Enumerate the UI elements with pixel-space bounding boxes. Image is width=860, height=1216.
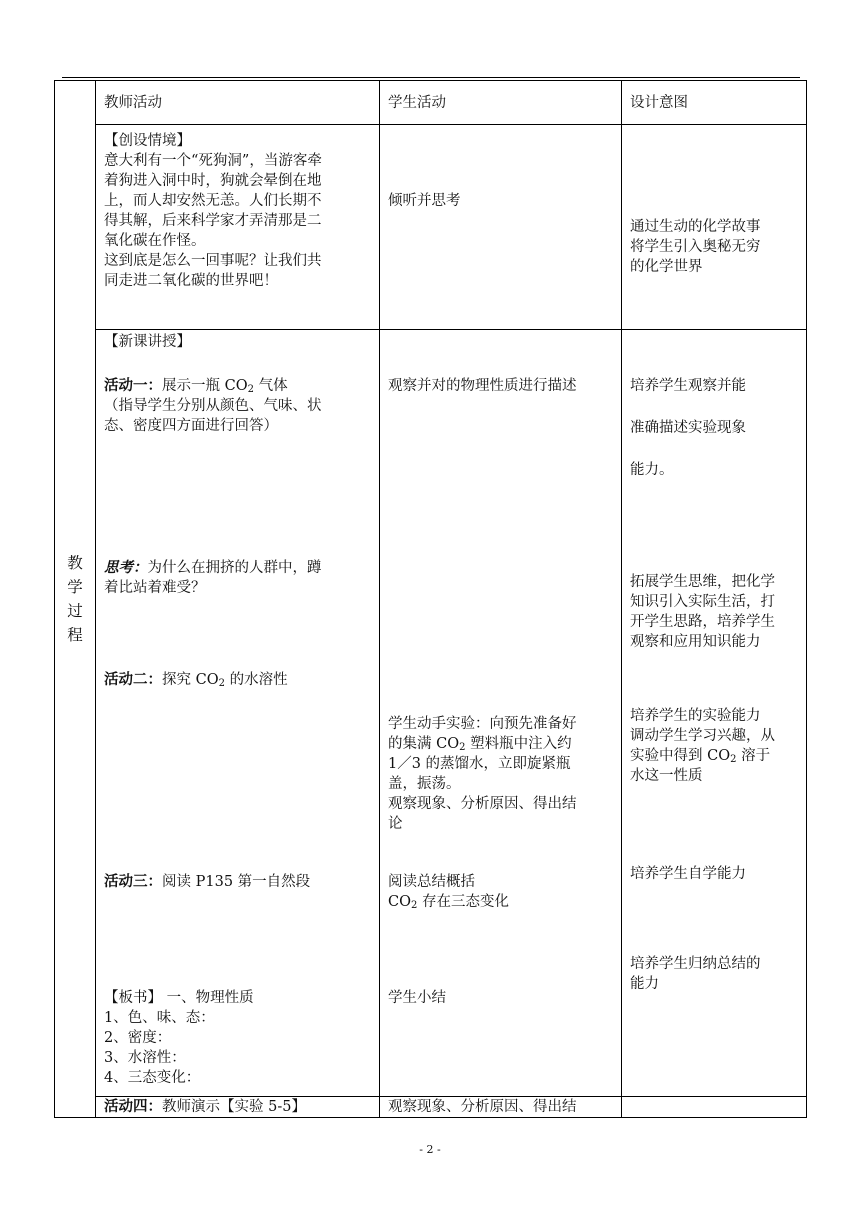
activity-four-student-cell: 观察现象、分析原因、得出结 <box>380 1097 622 1118</box>
intro-design-cell <box>622 125 807 330</box>
header-rule <box>62 77 800 78</box>
intro-student-text: 倾听并思考 <box>388 193 461 209</box>
header-student: 学生活动 <box>380 81 622 125</box>
student-reading <box>388 872 613 912</box>
board-label: 【板书】 <box>104 990 162 1006</box>
design-exp-line-4: 水这一性质 <box>630 768 703 784</box>
experiment-line-2-end: 塑料瓶中注入约 <box>465 736 572 752</box>
intro-line-5: 得其解，后来科学家才弄清那是二 <box>104 213 322 229</box>
experiment-line-6: 论 <box>388 816 403 832</box>
student-summary: 学生小结 <box>388 990 446 1006</box>
activity-one-text-end: 气体 <box>253 378 288 394</box>
intro-design-line-2: 将学生引入奥秘无穷 <box>630 239 761 255</box>
lesson-student-cell <box>380 330 622 1097</box>
experiment-line-1: 学生动手实验：向预先准备好 <box>388 716 577 732</box>
design-thinking-line-1: 拓展学生思维，把化学 <box>630 574 775 590</box>
activity-four-design-cell <box>622 1097 807 1118</box>
intro-line-1: 【创设情境】 <box>104 133 191 149</box>
design-experiment <box>630 706 798 786</box>
activity-four-label: 活动四： <box>104 1098 162 1115</box>
activity-one-note <box>104 396 371 436</box>
activity-one-note-line-1: （指导学生分别从颜色、气味、状 <box>104 398 322 414</box>
design-exp-line-1: 培养学生的实验能力 <box>630 708 761 724</box>
board-item-1: 1、色、味、态： <box>104 1010 215 1026</box>
intro-design-line-1: 通过生动的化学故事 <box>630 219 761 235</box>
lesson-table <box>54 80 807 1118</box>
think-line-1: 为什么在拥挤的人群中，蹲 <box>147 560 322 576</box>
board-items <box>104 1008 371 1088</box>
activity-one-note-line-2: 态、密度四方面进行回答） <box>104 418 278 434</box>
subscript: 2 <box>730 754 737 765</box>
activity-three-label: 活动三： <box>104 873 162 890</box>
design-exp-line-3: 实验中得到 CO <box>630 748 731 764</box>
activity-two <box>104 670 371 690</box>
reading-line-2: CO <box>388 894 411 910</box>
subscript: 2 <box>459 742 466 753</box>
design-summary <box>630 954 798 994</box>
side-label: 教学过程 <box>67 554 83 644</box>
activity-one-text: 展示一瓶 CO <box>162 378 248 394</box>
experiment-line-4: 盖，振荡。 <box>388 776 461 792</box>
intro-line-7: 这到底是怎么一回事呢？让我们共 <box>104 253 322 269</box>
intro-line-6: 氧化碳在作怪。 <box>104 233 206 249</box>
intro-line-3: 着狗进入洞中时，狗就会晕倒在地 <box>104 173 322 189</box>
lesson-design-cell <box>622 330 807 1097</box>
reading-line-2-end: 存在三态变化 <box>417 894 509 910</box>
side-label-cell <box>55 81 96 1118</box>
think-line-2: 着比站着难受？ <box>104 580 206 596</box>
intro-teacher-cell <box>96 125 380 330</box>
design-exp-line-3-end: 溶于 <box>736 748 771 764</box>
intro-design-line-3: 的化学世界 <box>630 259 703 275</box>
section-title: 【新课讲授】 <box>104 334 191 350</box>
activity-three-text: 阅读 P135 第一自然段 <box>162 874 311 890</box>
lesson-row <box>55 330 807 1097</box>
lesson-teacher-cell <box>96 330 380 1097</box>
subscript: 2 <box>218 678 225 689</box>
intro-line-4: 上，而人却安然无恙。人们长期不 <box>104 193 322 209</box>
design-self-study: 培养学生自学能力 <box>630 866 746 882</box>
activity-four-text: 教师演示【实验 5-5】 <box>162 1099 306 1115</box>
experiment-line-3: 1／3 的蒸馏水，立即旋紧瓶 <box>388 756 571 772</box>
activity-three <box>104 872 371 892</box>
intro-line-8: 同走进二氧化碳的世界吧！ <box>104 273 278 289</box>
design-summary-line-2: 能力 <box>630 976 659 992</box>
activity-one-label: 活动一： <box>104 377 162 394</box>
header-row <box>55 81 807 125</box>
activity-two-label: 活动二： <box>104 671 162 688</box>
board-title: 一、物理性质 <box>162 990 254 1006</box>
student-observe: 观察并对的物理性质进行描述 <box>388 378 577 394</box>
design-exp-line-2: 调动学生学习兴趣，从 <box>630 728 775 744</box>
intro-teacher-text <box>104 131 371 291</box>
design-observe-2: 准确描述实验现象 <box>630 420 746 436</box>
board-notes <box>104 988 371 1088</box>
intro-design-text <box>630 217 798 277</box>
think-question <box>104 558 371 598</box>
subscript: 2 <box>410 900 418 911</box>
design-thinking-line-3: 开学生思路，培养学生 <box>630 614 775 630</box>
intro-line-2: 意大利有一个“死狗洞”，当游客牵 <box>104 153 322 169</box>
experiment-line-2: 的集满 CO <box>388 736 460 752</box>
intro-student-cell <box>380 125 622 330</box>
design-summary-line-1: 培养学生归纳总结的 <box>630 956 761 972</box>
design-observe-1: 培养学生观察并能 <box>630 378 746 394</box>
student-experiment <box>388 714 613 834</box>
header-design: 设计意图 <box>622 81 807 125</box>
subscript: 2 <box>247 384 254 395</box>
design-observe-3: 能力。 <box>630 462 674 478</box>
board-item-4: 4、三态变化： <box>104 1070 201 1086</box>
page-number: - 2 - <box>419 1143 441 1156</box>
activity-one <box>104 376 371 396</box>
header-teacher: 教师活动 <box>96 81 380 125</box>
board-item-2: 2、密度： <box>104 1030 172 1046</box>
activity-four-row <box>55 1097 807 1118</box>
experiment-line-5: 观察现象、分析原因、得出结 <box>388 796 577 812</box>
design-thinking-line-4: 观察和应用知识能力 <box>630 634 761 650</box>
activity-two-text-end: 的水溶性 <box>224 672 288 688</box>
activity-four-teacher-cell <box>96 1097 380 1118</box>
design-thinking-line-2: 知识引入实际生活，打 <box>630 594 775 610</box>
think-label: 思考： <box>104 559 148 576</box>
intro-row <box>55 125 807 330</box>
design-thinking <box>630 572 798 652</box>
board-item-3: 3、水溶性： <box>104 1050 186 1066</box>
reading-line-1: 阅读总结概括 <box>388 874 475 890</box>
activity-two-text: 探究 CO <box>162 672 219 688</box>
